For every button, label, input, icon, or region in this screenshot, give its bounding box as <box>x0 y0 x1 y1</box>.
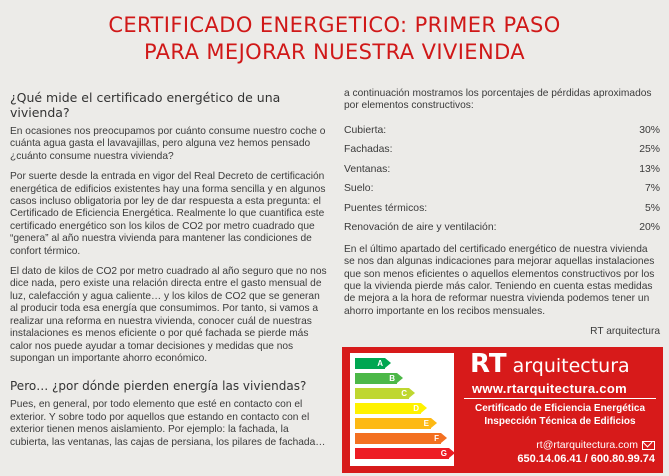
logo-rt: RT <box>470 349 507 379</box>
energy-bar: B <box>355 373 397 384</box>
loss-label: Renovación de aire y ventilación: <box>344 222 497 234</box>
heading-que-mide: ¿Qué mide el certificado energético de una vivienda? <box>10 90 281 120</box>
email-contact[interactable] <box>536 439 655 451</box>
loss-label: Ventanas: <box>344 163 391 175</box>
rt-logo <box>470 349 630 381</box>
advertisement-box <box>342 347 663 473</box>
loss-label: Fachadas: <box>344 144 393 156</box>
losses-table <box>344 121 660 238</box>
divider <box>464 398 656 399</box>
phone-numbers: 650.14.06.41 / 600.80.99.74 <box>517 453 655 465</box>
loss-value: 25% <box>639 144 660 156</box>
logo-arquitectura: arquitectura <box>506 355 630 377</box>
losses-intro: a continuación mostramos los porcentajes de pérdidas aproximados por elementos constructivos: <box>344 88 652 112</box>
heading-donde-pierden: Pero… ¿por dónde pierden energía las viviendas? <box>10 379 307 394</box>
title-line-2: PARA MEJORAR NUESTRA VIVIENDA <box>143 40 526 64</box>
loss-value: 20% <box>639 222 660 234</box>
signature: RT arquitectura <box>590 326 660 338</box>
loss-value: 13% <box>639 163 660 175</box>
service-line-2: Inspección Técnica de Edificios <box>484 416 636 427</box>
loss-value: 7% <box>644 183 660 195</box>
left-column <box>10 90 330 457</box>
losses-row <box>344 218 660 238</box>
paragraph-1: En ocasiones nos preocupamos por cuánto consume nuestro coche o cuánta agua gasta el lavavajillas, pero alguna vez hemos pensado ¿cuánto consume nuestra vivienda? <box>10 126 326 162</box>
energy-bar: C <box>355 388 409 399</box>
energy-bar: F <box>355 433 441 444</box>
paragraph-2: Por suerte desde la entrada en vigor del Real Decreto de certificación energética de edificios existentes hay una forma sencilla y en algunos casos incluso obligatoria por ley de dar respuesta a esta pregunta: el Certificado de Eficiencia Energética. Realmente lo que cuantifica este certificado energético son los kilos de CO2 por metro cuadrado que “genera” al año nuestra vivienda para mantener las condiciones de confort térmico. <box>10 171 326 257</box>
losses-row <box>344 121 660 141</box>
losses-row <box>344 140 660 160</box>
loss-value: 5% <box>644 202 660 214</box>
paragraph-4: Pues, en general, por todo elemento que esté en contacto con el exterior. Y sobre todo por aquellos que estando en contacto con el exterior tienen menos aislamiento. Por ejemplo: la fachada, la cubierta, las ventanas, las cajas de persiana, los pilares de fachada… <box>10 399 326 448</box>
title-line-1: CERTIFICADO ENERGETICO: PRIMER PASO <box>108 13 561 37</box>
paragraph-5: En el último apartado del certificado energético de nuestra vivienda se nos dan algunas indicaciones para mejorar aquellas instalaciones que son menos eficientes o aquellos elementos constructivos por los que la vivienda pierde más calor. Teniendo en cuenta estas medidas de mejora a la hora de reformar nuestra vivienda podemos tener un ahorro importante en los recibos mensuales. <box>344 243 655 317</box>
losses-row <box>344 199 660 219</box>
service-line-1: Certificado de Eficiencia Energética <box>474 403 646 414</box>
loss-label: Cubierta: <box>344 124 387 136</box>
losses-row <box>344 179 660 199</box>
energy-bar: E <box>355 418 431 429</box>
website-link[interactable]: www.rtarquitectura.com <box>472 381 627 396</box>
loss-label: Puentes térmicos: <box>344 202 428 214</box>
mail-icon <box>642 441 655 450</box>
energy-bar: D <box>355 403 421 414</box>
energy-bar: A <box>355 358 385 369</box>
losses-row <box>344 160 660 180</box>
paragraph-3: El dato de kilos de CO2 por metro cuadrado al año seguro que no nos dice nada, pero existe una relación directa entre el gasto mensual de luz, calefacción y agua caliente… y los kilos de CO2 que se generan al producir toda esa energía que consumimos. Por tanto, si vamos a realizar una reforma en nuestra vivienda, conocer cuál de nuestras instalaciones es menos eficiente o por qué fachada se pierde más calor nos puede ayudar a tomar decisiones y medidas que nos supongan un importante ahorro económico. <box>10 266 327 364</box>
energy-bar: G <box>355 448 449 459</box>
article-title <box>0 12 669 66</box>
email-text: rt@rtarquitectura.com <box>536 439 638 451</box>
loss-label: Suelo: <box>344 183 374 195</box>
right-column <box>344 88 660 337</box>
loss-value: 30% <box>639 124 660 136</box>
energy-label-graphic <box>350 353 454 466</box>
